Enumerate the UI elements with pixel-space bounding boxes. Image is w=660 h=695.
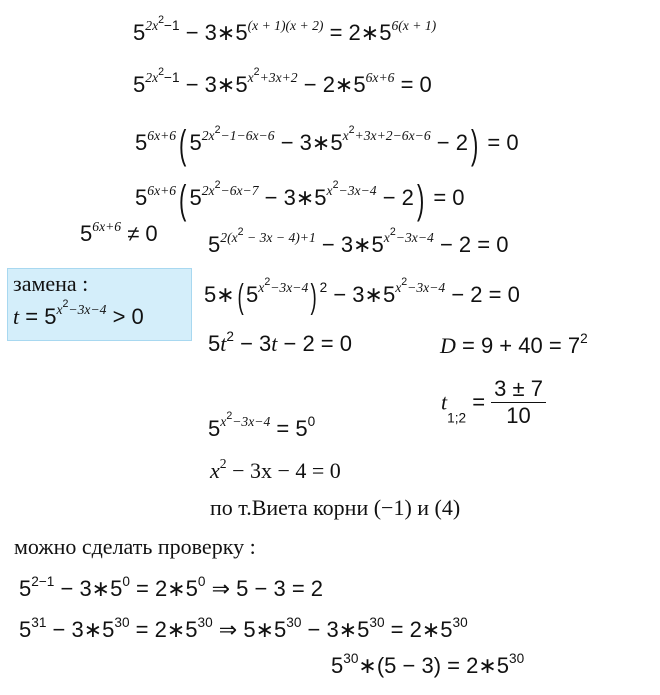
left-paren: ( <box>179 123 187 167</box>
discriminant: $D = 9 + 40 = 7^2$ <box>440 330 588 358</box>
equation-line-9: $x^2 - 3x - 4 = 0$ <box>210 455 341 483</box>
roots-formula: $t_{1;2}$ = $\frac{3 \pm 7}{10}$ <box>441 378 546 427</box>
fraction: $\frac{3 \pm 7}{10}$ <box>491 378 546 427</box>
nonzero-note: $5^{6x+6} \ne 0$ <box>80 218 158 246</box>
equation-line-1: $5^{2x^2-1}$ − $3∗5^{(x + 1)(x + 2)}$ = $2∗5^{6(x + 1)}$ <box>133 14 437 45</box>
left-paren: ( <box>179 178 187 222</box>
substitution-equation: $t = 5^{x^2-3x-4} > 0$ <box>13 298 144 329</box>
check-line-2: $5^{31}$ − $3∗5^{30}$ = $2∗5^{30}$ ⇒ $5∗5^{30}$ − $3∗5^{30}$ = $2∗5^{30}$ <box>19 614 468 642</box>
equation-line-2: $5^{2x^2-1}$ − $3∗5^{x^2+3x+2}$ − $2∗5^{6x+6} = 0$ <box>133 66 432 97</box>
right-paren: ) <box>310 278 318 316</box>
equation-line-4: $5^{6x+6}$( $5^{2x^2-6x-7}$ − $3∗5^{x^2-3x-4} - 2) = 0$ <box>135 178 465 222</box>
quadratic-equation: $5t^2 - 3t - 2 = 0$ <box>208 328 353 356</box>
check-heading: можно сделать проверку : <box>14 534 256 559</box>
check-line-1: $5^{2-1}$ − $3∗5^0$ = $2∗5^0$ ⇒ 5 − 3 = 2 <box>19 573 324 601</box>
equation-line-3: $5^{6x+6}$( $5^{2x^2-1-6x-6}$ − $3∗5^{x^2+3x+2-6x-6} - 2) = 0$ <box>135 123 519 167</box>
right-paren: ) <box>470 123 479 167</box>
vieta-roots-note: по т.Виета корни (−1) и (4) <box>210 495 461 520</box>
equation-line-6: 5∗( $5^{x^2-3x-4}$) $^2 - 3∗5^{x^2-3x-4} - 2 = 0$ <box>204 276 520 316</box>
right-paren: ) <box>416 178 425 222</box>
check-line-3: $5^{30}∗(5 - 3)$ = $2∗5^{30}$ <box>331 650 525 678</box>
left-paren: ( <box>237 278 244 316</box>
equation-line-5: $5^{2(x^2 - 3x - 4)+1}$ − $3∗5^{x^2-3x-4} - 2 = 0$ <box>208 226 509 257</box>
substitution-label: замена : <box>13 271 89 296</box>
equation-line-8: $5^{x^2-3x-4} = 5^0$ <box>208 410 316 441</box>
